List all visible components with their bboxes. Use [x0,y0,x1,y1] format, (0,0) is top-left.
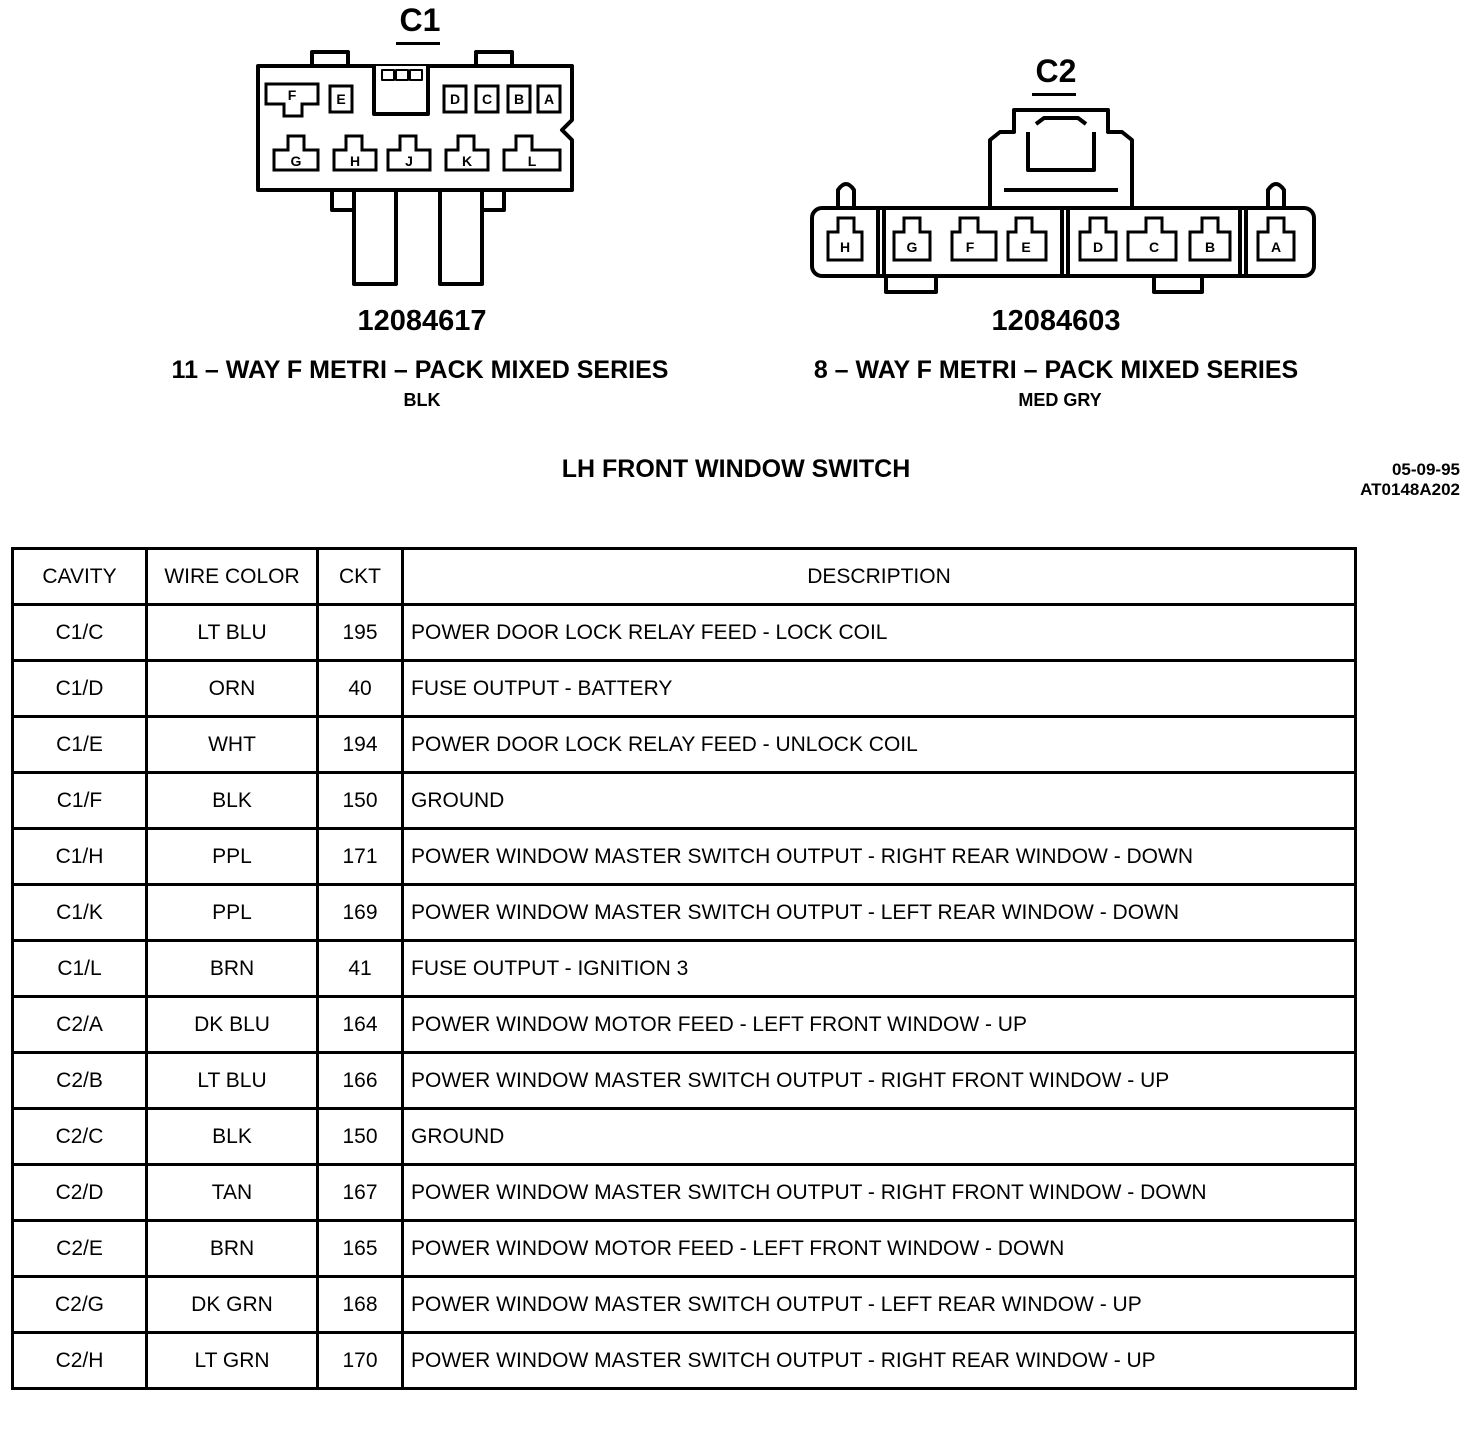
description-cell: POWER WINDOW MASTER SWITCH OUTPUT - RIGHT REAR WINDOW - DOWN [403,829,1356,885]
ckt-cell: 150 [318,1109,403,1165]
c1-cavity-label: L [527,153,537,169]
table-row [13,829,1356,885]
table-row [13,1333,1356,1389]
header-wire-color: WIRE COLOR [147,549,318,605]
c1-cavity-label: C [481,91,493,107]
description-cell: POWER DOOR LOCK RELAY FEED - UNLOCK COIL [403,717,1356,773]
diagram-title: LH FRONT WINDOW SWITCH [561,455,911,483]
c2-cavity-label: H [839,239,851,255]
table-row [13,1053,1356,1109]
c2-title: C2 [1035,53,1077,89]
table-header-row [13,549,1356,605]
ckt-cell: 169 [318,885,403,941]
cavity-cell: C1/D [13,661,147,717]
table-row [13,773,1356,829]
wire-color-cell: WHT [147,717,318,773]
c2-cavity-label: A [1270,239,1282,255]
wire-color-cell: BRN [147,1221,318,1277]
c2-cavity-label: C [1148,239,1160,255]
description-cell: GROUND [403,773,1356,829]
c2-cavity-label: E [1021,239,1031,255]
wire-color-cell: BRN [147,941,318,997]
description-cell: GROUND [403,1109,1356,1165]
cavity-cell: C2/B [13,1053,147,1109]
c1-cavity-label: H [349,153,361,169]
ckt-cell: 195 [318,605,403,661]
cavity-cell: C2/G [13,1277,147,1333]
wire-color-cell: TAN [147,1165,318,1221]
ckt-cell: 41 [318,941,403,997]
description-cell: FUSE OUTPUT - BATTERY [403,661,1356,717]
header-description: DESCRIPTION [403,549,1356,605]
c1-cavity-label: A [543,91,555,107]
table-row [13,1221,1356,1277]
cavity-cell: C2/D [13,1165,147,1221]
table-row [13,941,1356,997]
wire-color-cell: PPL [147,829,318,885]
ckt-cell: 150 [318,773,403,829]
c1-part-number: 12084617 [357,305,487,337]
table-row [13,661,1356,717]
c2-cavity-label: D [1092,239,1104,255]
ckt-cell: 165 [318,1221,403,1277]
c1-cavity-label: G [290,153,302,169]
c1-cavity-label: E [336,91,346,107]
wire-color-cell: PPL [147,885,318,941]
pinout-table [11,547,1357,1390]
table-row [13,1165,1356,1221]
wire-color-cell: LT BLU [147,1053,318,1109]
table-row [13,605,1356,661]
description-cell: POWER DOOR LOCK RELAY FEED - LOCK COIL [403,605,1356,661]
c1-title: C1 [399,2,441,38]
description-cell: POWER WINDOW MASTER SWITCH OUTPUT - RIGHT FRONT WINDOW - DOWN [403,1165,1356,1221]
ckt-cell: 167 [318,1165,403,1221]
document-date: 05-09-95 [1391,460,1460,479]
c1-color: BLK [403,390,441,410]
ckt-cell: 168 [318,1277,403,1333]
description-cell: POWER WINDOW MASTER SWITCH OUTPUT - LEFT REAR WINDOW - DOWN [403,885,1356,941]
cavity-cell: C1/H [13,829,147,885]
c1-cavity-label: F [287,87,297,103]
table-row [13,997,1356,1053]
ckt-cell: 170 [318,1333,403,1389]
ckt-cell: 171 [318,829,403,885]
ckt-cell: 164 [318,997,403,1053]
c2-series: 8 – WAY F METRI – PACK MIXED SERIES [813,356,1299,384]
cavity-cell: C2/E [13,1221,147,1277]
description-cell: POWER WINDOW MASTER SWITCH OUTPUT - LEFT REAR WINDOW - UP [403,1277,1356,1333]
c2-connector-diagram [0,0,1472,300]
cavity-cell: C2/C [13,1109,147,1165]
wire-color-cell: LT GRN [147,1333,318,1389]
cavity-cell: C2/H [13,1333,147,1389]
description-cell: POWER WINDOW MOTOR FEED - LEFT FRONT WINDOW - UP [403,997,1356,1053]
cavity-cell: C1/E [13,717,147,773]
c1-series: 11 – WAY F METRI – PACK MIXED SERIES [171,356,669,384]
c1-cavity-label: K [461,153,473,169]
ckt-cell: 40 [318,661,403,717]
c2-cavity-label: B [1204,239,1216,255]
table-row [13,885,1356,941]
c2-color: MED GRY [1018,390,1102,410]
header-ckt: CKT [318,549,403,605]
wire-color-cell: LT BLU [147,605,318,661]
cavity-cell: C1/L [13,941,147,997]
wire-color-cell: BLK [147,1109,318,1165]
c2-part-number: 12084603 [991,305,1121,337]
ckt-cell: 194 [318,717,403,773]
c1-cavity-label: D [449,91,461,107]
description-cell: POWER WINDOW MASTER SWITCH OUTPUT - RIGHT REAR WINDOW - UP [403,1333,1356,1389]
c2-cavity-label: G [906,239,918,255]
document-code: AT0148A202 [1360,480,1460,499]
cavity-cell: C1/C [13,605,147,661]
table-row [13,717,1356,773]
ckt-cell: 166 [318,1053,403,1109]
c1-cavity-label: B [513,91,525,107]
c1-cavity-label: J [405,153,413,169]
description-cell: POWER WINDOW MOTOR FEED - LEFT FRONT WINDOW - DOWN [403,1221,1356,1277]
c2-cavity-label: F [965,239,975,255]
header-cavity: CAVITY [13,549,147,605]
cavity-cell: C1/K [13,885,147,941]
cavity-cell: C2/A [13,997,147,1053]
wire-color-cell: DK GRN [147,1277,318,1333]
cavity-cell: C1/F [13,773,147,829]
wire-color-cell: BLK [147,773,318,829]
description-cell: FUSE OUTPUT - IGNITION 3 [403,941,1356,997]
wire-color-cell: DK BLU [147,997,318,1053]
table-row [13,1277,1356,1333]
wire-color-cell: ORN [147,661,318,717]
table-row [13,1109,1356,1165]
description-cell: POWER WINDOW MASTER SWITCH OUTPUT - RIGHT FRONT WINDOW - UP [403,1053,1356,1109]
